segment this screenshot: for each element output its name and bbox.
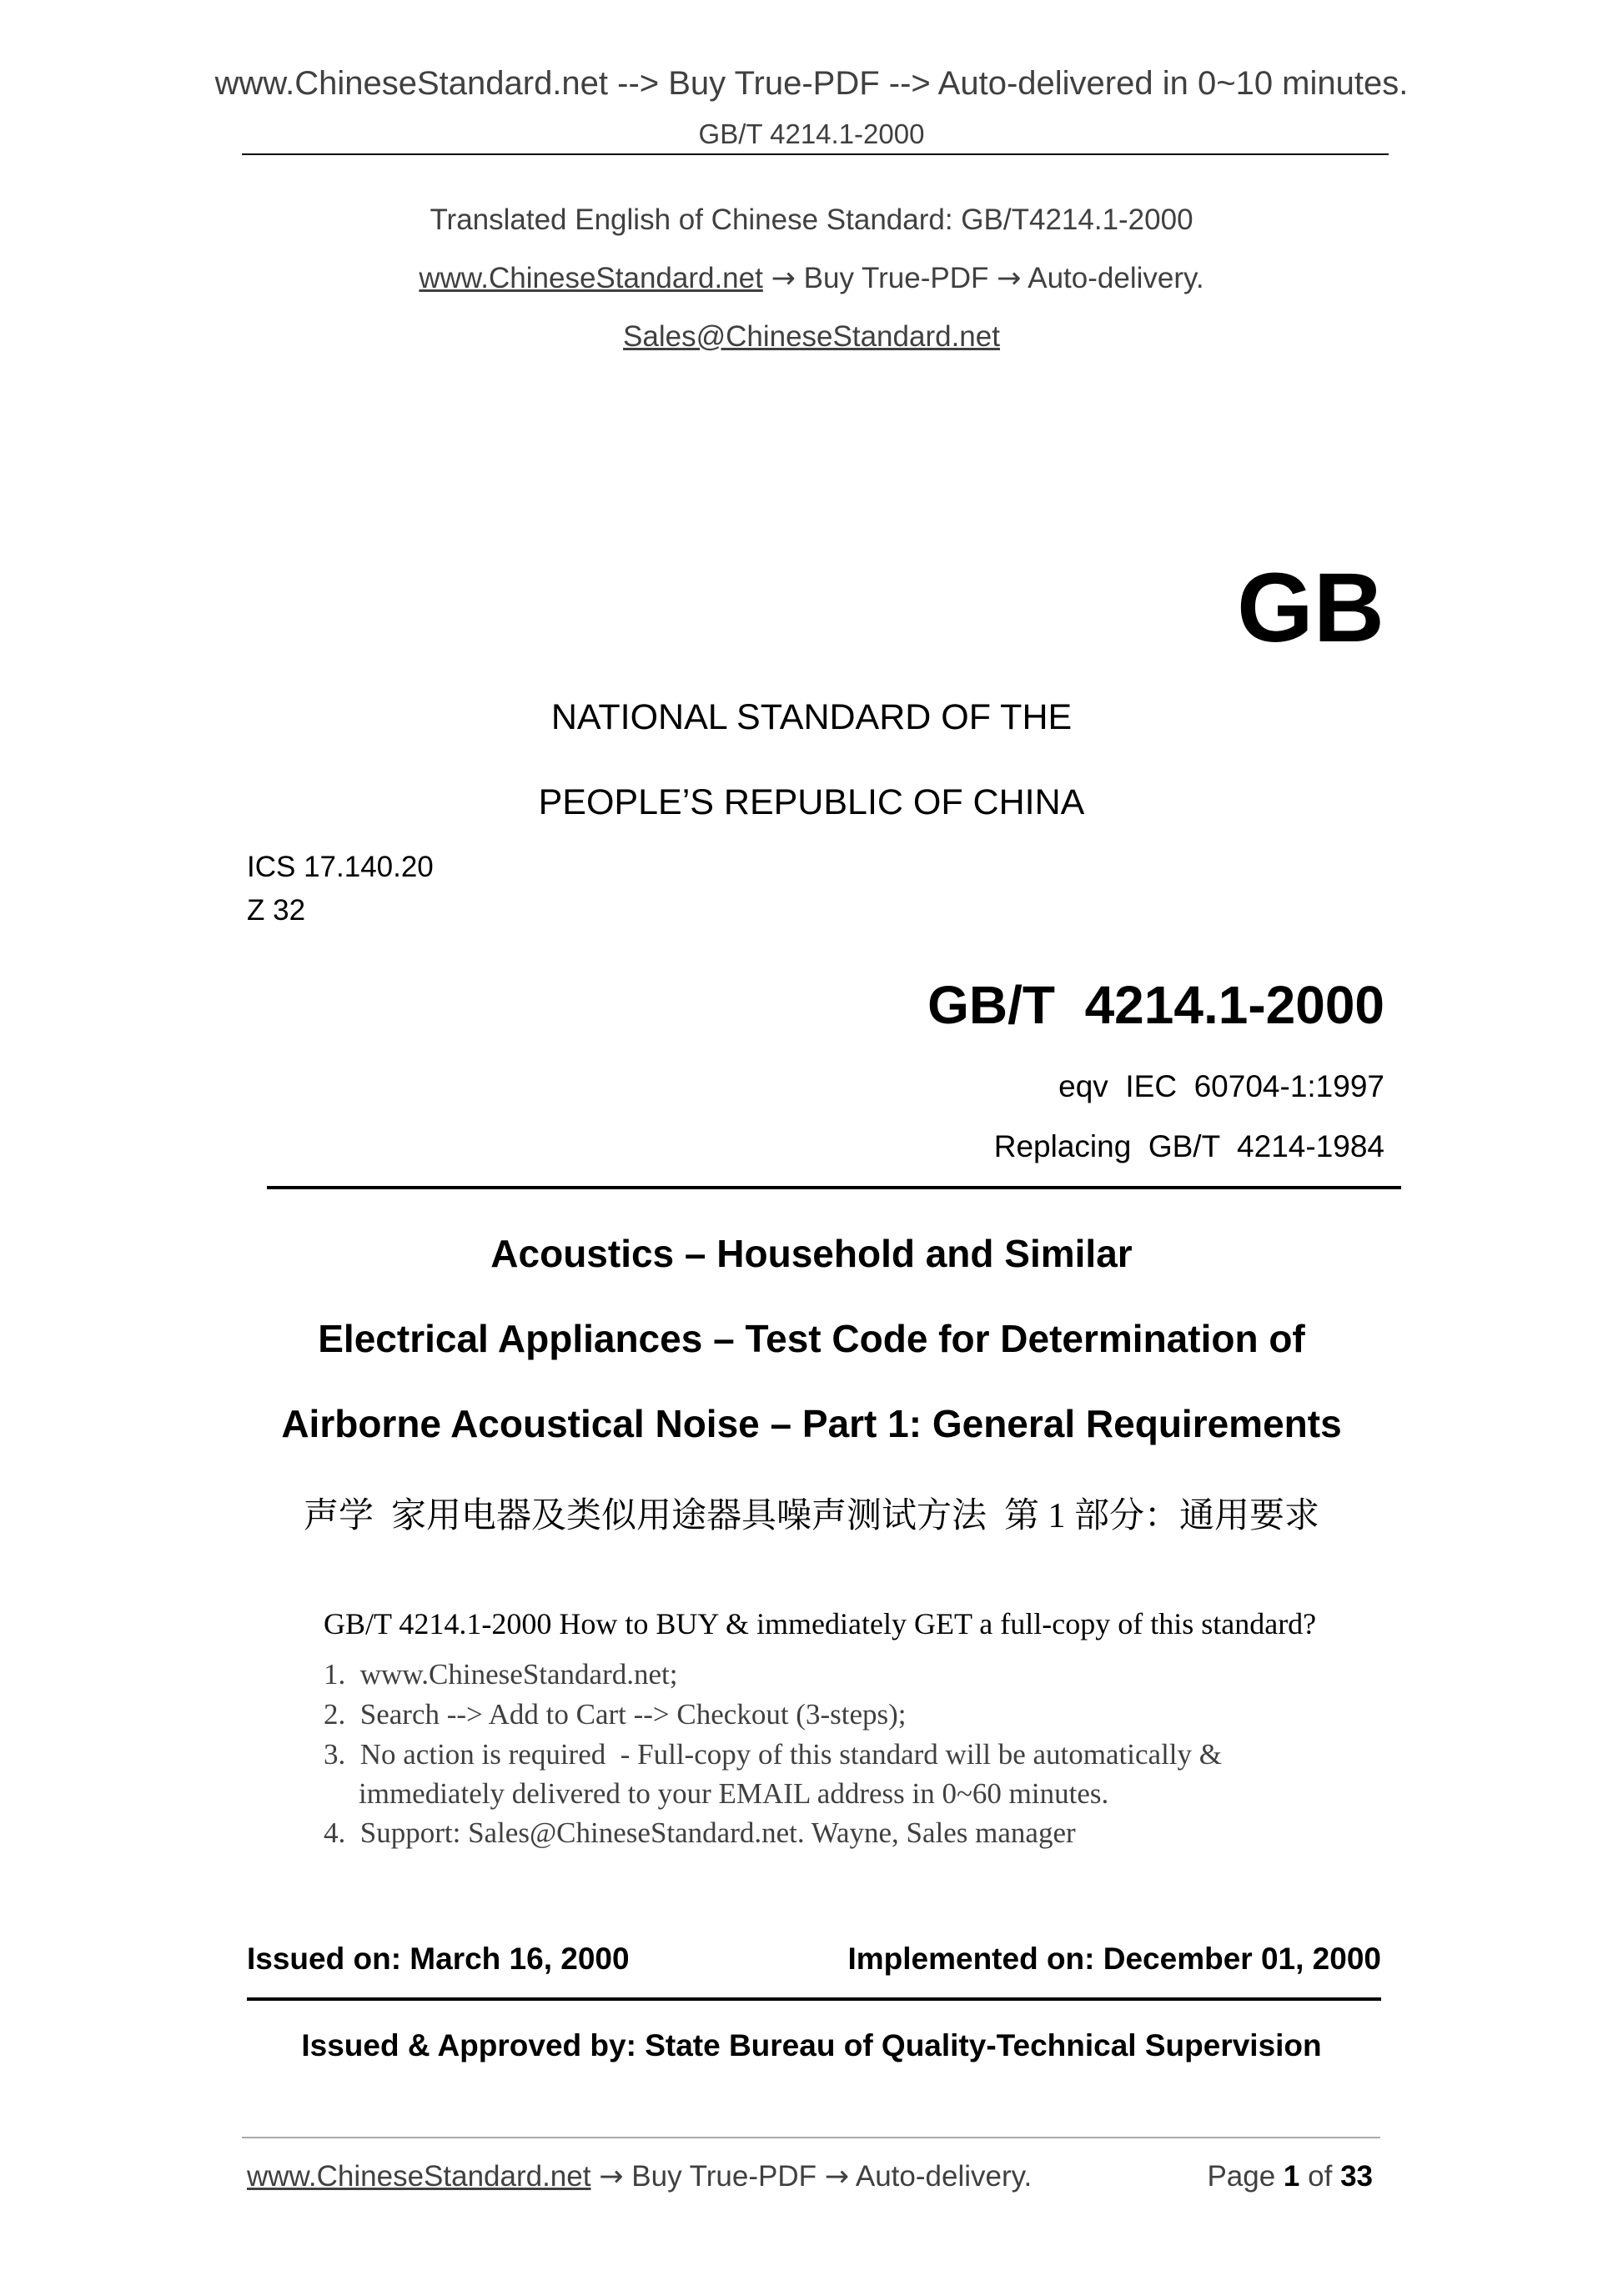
intro-buy-text: Buy True-PDF: [803, 262, 989, 294]
intro-site-link[interactable]: www.ChineseStandard.net: [419, 262, 763, 294]
intro-delivery-line: [0, 262, 1623, 295]
class-code: Z 32: [247, 894, 306, 927]
buy-heading: GB/T 4214.1-2000 How to BUY & immediately GET a full-copy of this standard?: [324, 1607, 1317, 1640]
buy-step-3-cont: immediately delivered to your EMAIL address in 0~60 minutes.: [359, 1777, 1109, 1810]
approved-by: Issued & Approved by: State Bureau of Quality-Technical Supervision: [301, 2028, 1322, 2062]
arrow-right-icon: →: [824, 2160, 850, 2193]
translated-line: Translated English of Chinese Standard: GB/T4214.1-2000: [430, 203, 1193, 236]
standard-number: GB/T 4214.1-2000: [927, 975, 1384, 1035]
buy-step-3: 3. No action is required - Full-copy of this standard will be automatically &: [324, 1738, 1222, 1771]
footer-delivery-line: [247, 2160, 1032, 2193]
title-rule: [267, 1186, 1401, 1189]
ics-code: ICS 17.140.20: [247, 851, 434, 883]
header-rule: [242, 153, 1389, 155]
national-line-1: NATIONAL STANDARD OF THE: [550, 697, 1073, 737]
arrow-right-icon: →: [771, 262, 796, 295]
intro-auto-text: Auto-delivery.: [1028, 262, 1204, 294]
intro-email-row: [0, 320, 1623, 354]
arrow-right-icon: →: [599, 2160, 624, 2193]
title-line-2: Electrical Appliances – Test Code for Determination of: [318, 1317, 1305, 1360]
page-number: 1: [1283, 2160, 1300, 2193]
arrow-right-icon: →: [997, 262, 1022, 295]
eqv-line: eqv IEC 60704-1:1997: [1058, 1069, 1384, 1103]
issued-date: Issued on: March 16, 2000: [247, 1942, 630, 1976]
implemented-date: Implemented on: December 01, 2000: [847, 1942, 1381, 1976]
title-line-3: Airborne Acoustical Noise – Part 1: General Requirements: [281, 1402, 1342, 1445]
header-promo-line: www.ChineseStandard.net --> Buy True-PDF --> Auto-delivered in 0~10 minutes.: [214, 65, 1409, 102]
intro-email-link[interactable]: Sales@ChineseStandard.net: [623, 320, 1000, 353]
buy-step-1: 1. www.ChineseStandard.net;: [324, 1658, 678, 1691]
buy-step-4: 4. Support: Sales@ChineseStandard.net. Wayne, Sales manager: [324, 1816, 1076, 1849]
national-line-2: PEOPLE’S REPUBLIC OF CHINA: [538, 782, 1085, 822]
header-doc-code: GB/T 4214.1-2000: [698, 118, 925, 149]
of-word: of: [1308, 2160, 1333, 2193]
page-word: Page: [1207, 2160, 1276, 2193]
dates-rule: [247, 1997, 1381, 2001]
footer-rule: [242, 2137, 1380, 2138]
footer-auto-text: Auto-delivery.: [855, 2160, 1033, 2193]
footer-buy-text: Buy True-PDF: [631, 2160, 817, 2193]
footer-site-link[interactable]: www.ChineseStandard.net: [247, 2160, 591, 2193]
replacing-line: Replacing GB/T 4214-1984: [993, 1129, 1384, 1163]
buy-step-2: 2. Search --> Add to Cart --> Checkout (3-steps);: [324, 1698, 907, 1731]
page-total: 33: [1340, 2160, 1373, 2193]
title-chinese: 声学 家用电器及类似用途器具噪声测试方法 第 1 部分：通用要求: [303, 1497, 1319, 1535]
gb-logo: GB: [1237, 553, 1384, 663]
page-indicator: [1207, 2160, 1373, 2193]
title-line-1: Acoustics – Household and Similar: [490, 1232, 1133, 1275]
